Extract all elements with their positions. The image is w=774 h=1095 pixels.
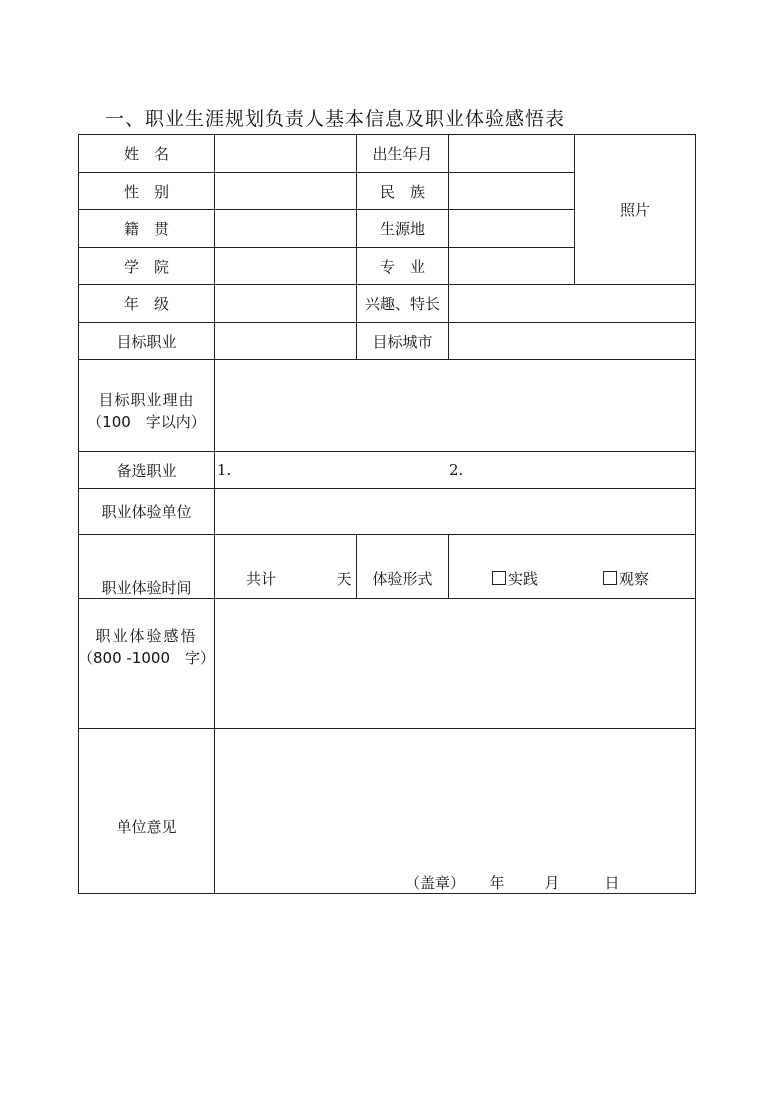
dob-label: 出生年月 [372, 145, 433, 163]
exp-form-label: 体验形式 [372, 569, 433, 588]
name-label: 姓 名 [123, 145, 169, 163]
target-job-label: 目标职业 [116, 332, 177, 351]
target-job-reason-label [79, 360, 214, 451]
target-city-label: 目标城市 [372, 332, 433, 351]
exp-unit-label: 职业体验单位 [101, 503, 192, 521]
target-city-field[interactable] [449, 323, 695, 359]
insight-label-line1: 职业体验感悟 [95, 627, 198, 645]
observe-option[interactable] [603, 560, 663, 596]
origin-label: 生源地 [379, 220, 425, 238]
practice-option[interactable] [492, 560, 552, 596]
native-place-label: 籍 贯 [123, 220, 169, 238]
college-field[interactable] [215, 248, 356, 284]
observe-option-label: 观察 [619, 569, 650, 588]
observe-checkbox[interactable] [603, 571, 617, 585]
days-label: 天 [336, 569, 352, 588]
target-job-reason-field[interactable] [215, 360, 695, 451]
name-field[interactable] [215, 135, 356, 172]
practice-option-label: 实践 [508, 569, 539, 588]
page-title: 一、职业生涯规划负责人基本信息及职业体验感悟表 [105, 108, 566, 130]
table-border-right [695, 134, 696, 894]
alt-job-2: 2. [449, 461, 464, 479]
dob-field[interactable] [449, 135, 574, 172]
seal-label: （盖章） [405, 873, 466, 892]
grade-field[interactable] [215, 285, 356, 322]
reason-label-line1: 目标职业理由 [98, 390, 195, 409]
target-job-field[interactable] [215, 323, 356, 359]
insight-label-line2: （800 -1000 字） [78, 649, 215, 667]
column-divider [448, 534, 449, 598]
unit-opinion-label: 单位意见 [116, 817, 177, 836]
grade-label: 年 级 [123, 295, 169, 313]
origin-field[interactable] [449, 210, 574, 247]
hobbies-field[interactable] [449, 285, 695, 322]
day-label: 日 [604, 873, 620, 892]
ethnicity-label: 民 族 [379, 182, 425, 201]
exp-time-label: 职业体验时间 [101, 579, 192, 597]
hobbies-label: 兴趣、特长 [364, 295, 440, 313]
gender-field[interactable] [215, 173, 356, 209]
ethnicity-field[interactable] [449, 173, 574, 209]
insight-field[interactable] [215, 599, 695, 728]
insight-label [79, 599, 214, 669]
college-label: 学 院 [123, 257, 169, 276]
gender-label: 性 别 [123, 182, 169, 201]
alt-jobs-label: 备选职业 [116, 461, 177, 480]
native-place-field[interactable] [215, 210, 356, 247]
exp-unit-field[interactable] [215, 489, 695, 534]
alt-job-1: 1. [217, 461, 232, 479]
total-label: 共计 [245, 569, 276, 588]
year-label: 年 [489, 873, 505, 892]
month-label: 月 [544, 873, 560, 892]
practice-checkbox[interactable] [492, 571, 506, 585]
photo-label: 照片 [619, 201, 650, 219]
reason-label-line2: （100 字以内） [87, 412, 206, 431]
major-label: 专 业 [379, 257, 425, 276]
major-field[interactable] [449, 248, 574, 284]
